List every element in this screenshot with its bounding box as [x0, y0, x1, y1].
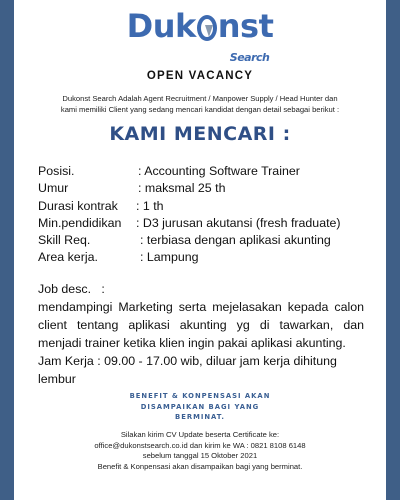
benefit-line: BENEFIT & KONPENSASI AKAN — [129, 392, 271, 400]
detail-row-pendidikan — [38, 215, 378, 232]
footer-line: Silakan kirim CV Update beserta Certificate ke: — [120, 430, 280, 439]
logo-subtitle: Search — [229, 51, 270, 64]
detail-value: : D3 jurusan akutansi (fresh fraduate) — [136, 215, 341, 230]
poster — [14, 0, 386, 500]
detail-value: : Accounting Software Trainer — [138, 164, 300, 178]
job-description — [38, 280, 364, 388]
section-heading: KAMI MENCARI : — [109, 123, 291, 145]
detail-value: : Lampung — [140, 250, 199, 265]
detail-label: Posisi. — [38, 164, 75, 178]
logo-tie-icon — [197, 15, 217, 41]
deadline-line: sebelum tanggal 15 Oktober 2021 — [142, 451, 258, 460]
application-instructions — [14, 430, 386, 472]
detail-value: : 1 th — [136, 198, 164, 213]
detail-row-umur — [38, 180, 378, 197]
footer-line: Benefit & Konpensasi akan disampaikan bagi yang berminat. — [97, 461, 303, 471]
intro-line: Dukonst Search Adalah Agent Recruitment / Manpower Supply / Head Hunter dan — [62, 94, 338, 103]
detail-label: Min.pendidikan — [38, 215, 122, 230]
benefit-line: BERMINAT. — [175, 413, 225, 421]
working-hours: Jam Kerja : 09.00 - 17.00 wib, diluar jam kerja dihitung lembur — [38, 354, 337, 386]
detail-label: Durasi kontrak — [38, 198, 118, 213]
contact-line: office@dukonstsearch.co.id dan kirim ke WA : 0821 8108 6148 — [94, 440, 306, 450]
detail-label: Area kerja. — [38, 250, 98, 265]
job-desc-body: mendampingi Marketing serta mejelasakan kepada calon client tentang aplikasi akunting yg di tawarkan, dan menjadi trainer ketika klien ingin pakai aplikasi akunting. — [38, 300, 364, 350]
job-details — [38, 163, 378, 267]
detail-value: : maksmal 25 th — [138, 181, 226, 196]
detail-row-durasi — [38, 198, 378, 215]
detail-label: Umur — [38, 181, 69, 196]
intro-line: kami memiliki Client yang sedang mencari kandidat dengan detail sebagai berikut : — [60, 105, 340, 114]
intro-text — [22, 93, 378, 115]
company-logo — [14, 6, 386, 64]
page-title: OPEN VACANCY — [146, 70, 254, 82]
detail-row-area — [38, 249, 378, 266]
detail-row-skill — [38, 232, 378, 249]
detail-value: : terbiasa dengan aplikasi akunting — [140, 233, 331, 248]
benefit-note — [14, 391, 386, 423]
logo-wordmark: Duk nst Search — [127, 6, 274, 46]
benefit-line: DISAMPAIKAN BAGI YANG — [140, 402, 260, 411]
detail-row-posisi — [38, 163, 378, 180]
job-desc-title: Job desc. : — [38, 282, 105, 296]
detail-label: Skill Req. — [38, 233, 91, 248]
